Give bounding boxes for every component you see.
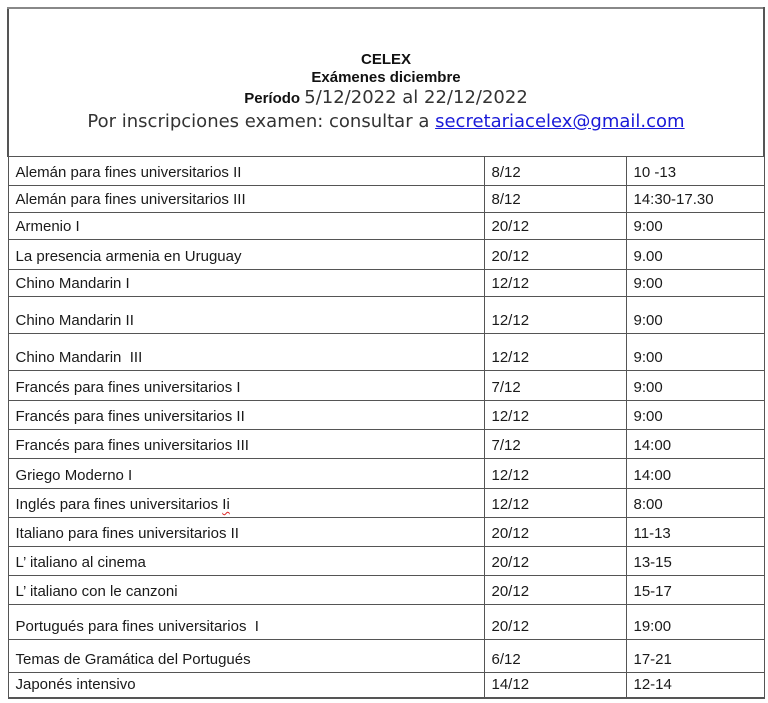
time-cell: 19:00 (626, 605, 764, 640)
time-cell: 14:30-17.30 (626, 186, 764, 213)
subject-cell: La presencia armenia en Uruguay (8, 240, 484, 270)
contact-prefix: Por inscripciones examen: consultar a (87, 111, 436, 132)
time-cell: 17-21 (626, 640, 764, 673)
table-row (8, 240, 764, 270)
time-cell: 9:00 (626, 213, 764, 240)
time-cell: 14:00 (626, 459, 764, 489)
table-row (8, 489, 764, 518)
subject-cell: L’ italiano al cinema (8, 547, 484, 576)
subject-cell: Alemán para fines universitarios II (8, 157, 484, 186)
document-title: CELEX (361, 51, 412, 68)
table-row (8, 547, 764, 576)
subject-cell: Francés para fines universitarios I (8, 371, 484, 401)
date-cell: 6/12 (484, 640, 626, 673)
date-cell: 12/12 (484, 459, 626, 489)
table-row (8, 576, 764, 605)
subject-cell (8, 489, 484, 518)
subject-cell: Griego Moderno I (8, 459, 484, 489)
time-cell: 14:00 (626, 430, 764, 459)
time-cell: 9.00 (626, 240, 764, 270)
time-cell: 15-17 (626, 576, 764, 605)
period-line (9, 87, 763, 110)
subject-cell: Chino Mandarin III (8, 334, 484, 371)
table-row (8, 459, 764, 489)
table-row (8, 213, 764, 240)
table-row (8, 401, 764, 430)
contact-email-link[interactable]: secretariacelex@gmail.com (435, 111, 685, 132)
contact-line (9, 110, 763, 134)
table-row (8, 334, 764, 371)
table-row (8, 640, 764, 673)
subject-cell: Francés para fines universitarios III (8, 430, 484, 459)
table-row (8, 673, 764, 698)
date-cell: 20/12 (484, 547, 626, 576)
date-cell: 7/12 (484, 371, 626, 401)
header-cell (8, 8, 764, 157)
table-row (8, 430, 764, 459)
date-cell: 12/12 (484, 297, 626, 334)
date-cell: 20/12 (484, 576, 626, 605)
time-cell: 9:00 (626, 401, 764, 430)
subject-cell: Chino Mandarin I (8, 270, 484, 297)
spellcheck-flagged-text: Ii (222, 496, 230, 513)
date-cell: 8/12 (484, 157, 626, 186)
document-subtitle: Exámenes diciembre (311, 69, 461, 86)
subject-cell: Portugués para fines universitarios I (8, 605, 484, 640)
subject-cell: Italiano para fines universitarios II (8, 518, 484, 547)
period-label: Período (244, 90, 301, 107)
date-cell: 12/12 (484, 334, 626, 371)
table-row (8, 605, 764, 640)
table-row (8, 297, 764, 334)
subject-cell: L’ italiano con le canzoni (8, 576, 484, 605)
table-row (8, 518, 764, 547)
time-cell: 9:00 (626, 371, 764, 401)
table-row (8, 157, 764, 186)
time-cell: 9:00 (626, 270, 764, 297)
time-cell: 13-15 (626, 547, 764, 576)
date-cell: 20/12 (484, 605, 626, 640)
subject-cell: Temas de Gramática del Portugués (8, 640, 484, 673)
date-cell: 14/12 (484, 673, 626, 698)
period-value: 5/12/2022 al 22/12/2022 (304, 87, 528, 108)
subject-cell: Chino Mandarin II (8, 297, 484, 334)
time-cell: 12-14 (626, 673, 764, 698)
date-cell: 12/12 (484, 489, 626, 518)
subject-cell: Japonés intensivo (8, 673, 484, 698)
header-row (8, 8, 764, 157)
time-cell: 11-13 (626, 518, 764, 547)
date-cell: 8/12 (484, 186, 626, 213)
date-cell: 20/12 (484, 240, 626, 270)
date-cell: 20/12 (484, 213, 626, 240)
subject-cell: Francés para fines universitarios II (8, 401, 484, 430)
exam-schedule-document (7, 7, 762, 699)
exam-schedule-table (7, 7, 765, 699)
time-cell: 10 -13 (626, 157, 764, 186)
time-cell: 9:00 (626, 297, 764, 334)
table-row (8, 186, 764, 213)
table-row (8, 270, 764, 297)
time-cell: 8:00 (626, 489, 764, 518)
date-cell: 12/12 (484, 270, 626, 297)
subject-cell: Armenio I (8, 213, 484, 240)
date-cell: 20/12 (484, 518, 626, 547)
time-cell: 9:00 (626, 334, 764, 371)
subject-cell: Alemán para fines universitarios III (8, 186, 484, 213)
table-row (8, 371, 764, 401)
date-cell: 7/12 (484, 430, 626, 459)
subject-text: Inglés para fines universitarios (15, 496, 223, 513)
date-cell: 12/12 (484, 401, 626, 430)
